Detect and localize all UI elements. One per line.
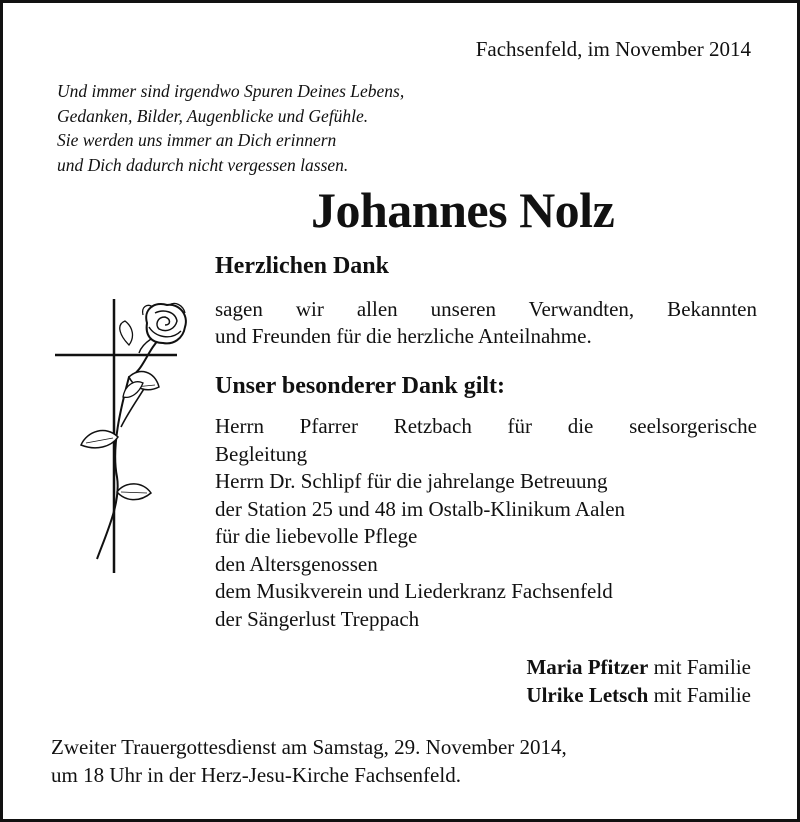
signature-suffix: mit Familie bbox=[648, 683, 751, 707]
poem bbox=[57, 79, 404, 177]
special-thanks-line: den Altersgenossen bbox=[215, 551, 378, 576]
thanks-text bbox=[215, 296, 757, 350]
deceased-name: Johannes Nolz bbox=[311, 182, 615, 238]
service-line: um 18 Uhr in der Herz-Jesu-Kirche Fachsenfeld. bbox=[51, 763, 461, 787]
special-thanks-line: für die liebevolle Pflege bbox=[215, 524, 418, 548]
service-line: Zweiter Trauergottesdienst am Samstag, 29. November 2014, bbox=[51, 735, 567, 759]
signature-suffix: mit Familie bbox=[648, 655, 751, 679]
signature-name: Maria Pfitzer bbox=[526, 655, 649, 679]
date-line: Fachsenfeld, im November 2014 bbox=[475, 37, 751, 61]
poem-line: Und immer sind irgendwo Spuren Deines Lebens, bbox=[57, 81, 405, 101]
signatures bbox=[526, 653, 751, 709]
cross-rose-icon bbox=[51, 297, 191, 592]
special-thanks-line: der Station 25 und 48 im Ostalb-Klinikum Aalen bbox=[215, 496, 626, 521]
special-thanks-line: der Sängerlust Treppach bbox=[215, 606, 420, 631]
special-thanks-line: Begleitung bbox=[215, 441, 308, 466]
poem-line: und Dich dadurch nicht vergessen lassen. bbox=[57, 154, 349, 175]
poem-line: Sie werden uns immer an Dich erinnern bbox=[57, 130, 337, 150]
cross-rose-icon-graphic bbox=[51, 297, 191, 587]
signature-line bbox=[526, 653, 751, 681]
special-thanks-heading: Unser besonderer Dank gilt: bbox=[215, 373, 506, 399]
signature-line bbox=[526, 681, 751, 709]
special-thanks-line: dem Musikverein und Liederkranz Fachsenfeld bbox=[215, 579, 613, 603]
special-thanks-line: Herrn Pfarrer Retzbach für die seelsorgerische bbox=[215, 414, 757, 438]
thanks-heading: Herzlichen Dank bbox=[215, 253, 389, 279]
service-notice bbox=[51, 733, 567, 789]
special-thanks-list bbox=[215, 413, 757, 633]
poem-line: Gedanken, Bilder, Augenblicke und Gefühle. bbox=[57, 105, 369, 126]
signature-name: Ulrike Letsch bbox=[526, 683, 649, 707]
thanks-line: sagen wir allen unseren Verwandten, Bekannten bbox=[215, 297, 757, 321]
thanks-line: und Freunden für die herzliche Anteilnahme. bbox=[215, 324, 592, 348]
special-thanks-line: Herrn Dr. Schlipf für die jahrelange Betreuung bbox=[215, 469, 608, 493]
